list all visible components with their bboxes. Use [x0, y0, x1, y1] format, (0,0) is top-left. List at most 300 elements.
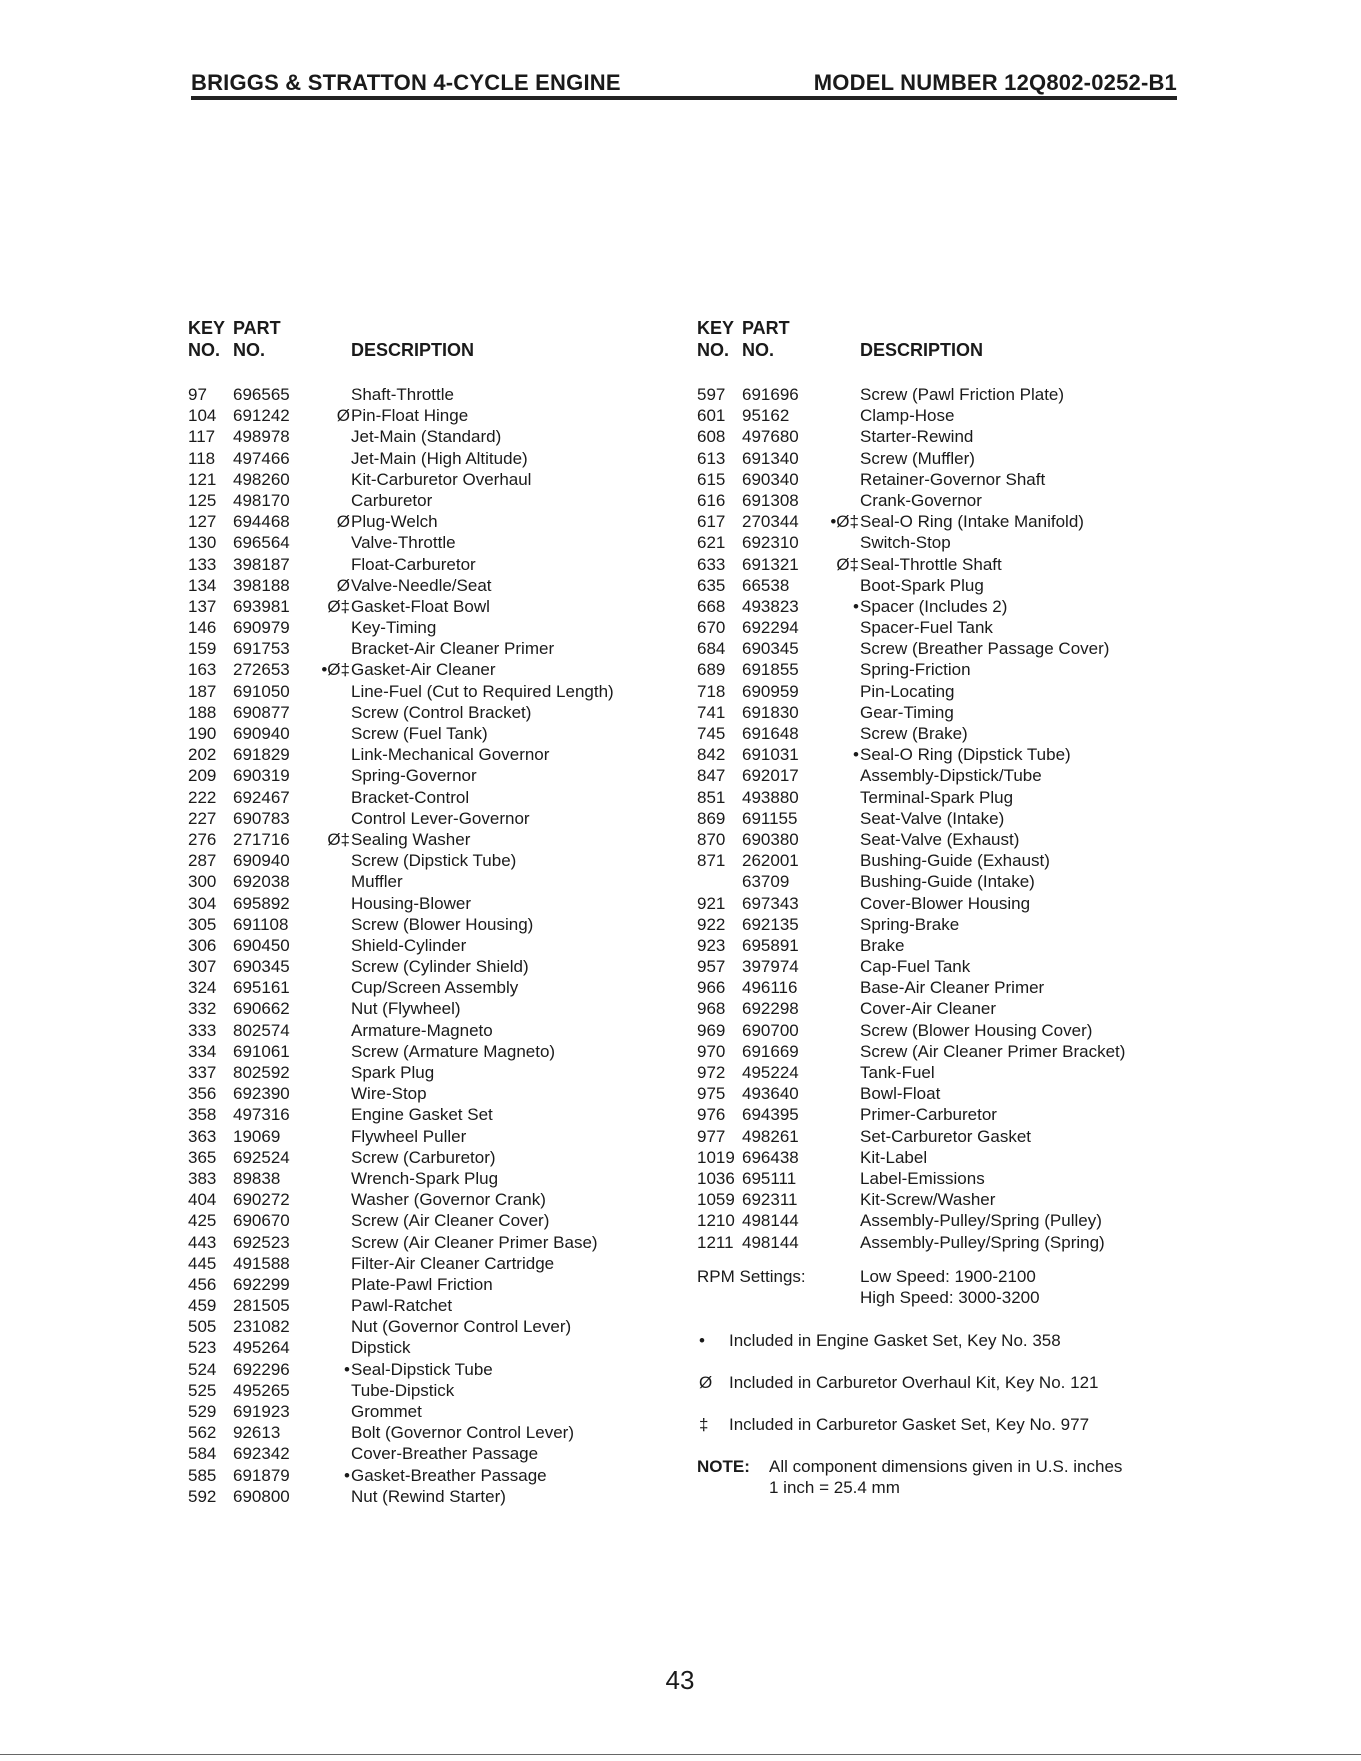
part-number: 690959: [742, 681, 799, 701]
footnote-symbol: ‡: [699, 1415, 709, 1434]
part-description: Wrench-Spark Plug: [351, 1168, 499, 1188]
part-key-number: 529: [188, 1402, 217, 1421]
part-description: Bushing-Guide (Exhaust): [860, 851, 1050, 871]
part-key-number: 975: [697, 1084, 726, 1104]
footnote-text: Included in Carburetor Overhaul Kit, Key No. 121: [729, 1373, 1099, 1392]
part-description: Armature-Magneto: [351, 1020, 493, 1040]
part-description: Kit-Label: [860, 1147, 928, 1167]
part-description: Screw (Pawl Friction Plate): [860, 385, 1065, 404]
part-description: Bracket-Control: [351, 787, 470, 807]
part-key-number: 668: [697, 596, 726, 616]
part-key-number: 923: [697, 935, 726, 955]
part-key-number: 968: [697, 999, 726, 1019]
parts-row: [188, 1274, 688, 1295]
part-number: 690272: [233, 1190, 290, 1210]
parts-row: [697, 935, 1197, 956]
part-marker: •: [344, 1359, 350, 1379]
part-description: Assembly-Pulley/Spring (Spring): [860, 1232, 1105, 1252]
parts-row: [697, 575, 1197, 596]
note-line-1: All component dimensions given in U.S. inches: [769, 1457, 1123, 1476]
part-description: Screw (Blower Housing): [351, 914, 534, 934]
part-description: Muffler: [351, 872, 403, 892]
parts-row: [188, 1465, 688, 1486]
parts-row: [188, 405, 688, 426]
part-number: 231082: [233, 1317, 290, 1337]
part-description: Screw (Carburetor): [351, 1147, 496, 1167]
part-number: 497680: [742, 427, 799, 447]
parts-row: [697, 1020, 1197, 1041]
part-marker: •Ø‡: [321, 660, 350, 680]
parts-row: [697, 638, 1197, 659]
part-number: 690345: [742, 639, 799, 659]
part-description: Spring-Brake: [860, 914, 960, 934]
part-number: 692296: [233, 1359, 290, 1379]
part-number: 696565: [233, 385, 290, 404]
part-number: 493823: [742, 596, 799, 616]
part-key-number: 633: [697, 554, 726, 574]
part-description: Nut (Rewind Starter): [351, 1486, 506, 1506]
part-key-number: 1210: [697, 1211, 735, 1231]
part-number: 19069: [233, 1126, 281, 1146]
footnote-text: Included in Carburetor Gasket Set, Key No. 977: [729, 1415, 1090, 1434]
part-key-number: 847: [697, 766, 726, 786]
part-description: Spark Plug: [351, 1063, 435, 1082]
parts-row: [188, 1020, 688, 1041]
footnote-text: Included in Engine Gasket Set, Key No. 358: [729, 1331, 1061, 1350]
part-description: Jet-Main (Standard): [351, 427, 502, 447]
note-label: NOTE:: [697, 1457, 750, 1476]
footnotes: [697, 1330, 1197, 1456]
part-description: Washer (Governor Crank): [351, 1190, 546, 1210]
part-description: Screw (Air Cleaner Primer Bracket): [860, 1041, 1126, 1061]
part-description: Jet-Main (High Altitude): [351, 448, 528, 468]
header-model-number: MODEL NUMBER 12Q802-0252-B1: [813, 70, 1177, 95]
part-key-number: 1211: [697, 1232, 734, 1252]
part-key-number: 562: [188, 1423, 217, 1443]
parts-row: [188, 850, 688, 871]
parts-row: [697, 1083, 1197, 1104]
part-key-number: 383: [188, 1168, 217, 1188]
part-number: 398187: [233, 554, 290, 574]
part-marker: Ø: [336, 512, 350, 532]
parts-row: [697, 1189, 1197, 1210]
parts-row: [697, 787, 1197, 808]
part-key-number: 443: [188, 1232, 217, 1252]
part-number: 693981: [233, 596, 290, 616]
parts-row: [697, 681, 1197, 702]
part-marker: •: [853, 596, 859, 616]
part-number: 690800: [233, 1486, 290, 1506]
part-key-number: 209: [188, 766, 217, 786]
parts-row: [697, 532, 1197, 553]
part-number: 695161: [233, 978, 290, 998]
part-number: 690940: [233, 851, 290, 871]
part-description: Screw (Brake): [860, 724, 968, 743]
part-number: 281505: [233, 1296, 290, 1316]
part-description: Spacer (Includes 2): [860, 596, 1008, 616]
part-key-number: 133: [188, 554, 217, 574]
part-number: 66538: [742, 575, 790, 595]
part-number: 691879: [233, 1465, 290, 1485]
part-key-number: 456: [188, 1274, 217, 1294]
parts-row: [188, 765, 688, 786]
footnote: [697, 1414, 1197, 1435]
parts-row: [188, 1210, 688, 1231]
parts-row: [188, 532, 688, 553]
parts-row: [188, 554, 688, 575]
footer-rule: [0, 1754, 1361, 1755]
part-key-number: 127: [188, 512, 217, 532]
part-key-number: 306: [188, 935, 217, 955]
part-description: Pin-Float Hinge: [351, 406, 469, 426]
part-number: 691308: [742, 490, 799, 510]
header-part: PART: [742, 318, 790, 338]
parts-row: [188, 829, 688, 850]
part-description: Crank-Governor: [860, 490, 982, 510]
part-description: Clamp-Hose: [860, 406, 955, 426]
footnote-symbol: •: [699, 1331, 705, 1350]
parts-row: [188, 511, 688, 532]
part-description: Dipstick: [351, 1338, 411, 1358]
part-description: Shaft-Throttle: [351, 385, 454, 404]
part-description: Cover-Air Cleaner: [860, 999, 997, 1019]
parts-row: [188, 723, 688, 744]
part-key-number: 617: [697, 512, 726, 532]
note-line-2: 1 inch = 25.4 mm: [769, 1478, 900, 1497]
part-description: Kit-Screw/Washer: [860, 1190, 996, 1210]
part-description: Cover-Blower Housing: [860, 893, 1031, 913]
parts-row: [188, 1253, 688, 1274]
parts-row: [188, 1189, 688, 1210]
parts-row: [188, 998, 688, 1019]
part-key-number: 190: [188, 724, 217, 743]
parts-row: [188, 702, 688, 723]
part-number: 262001: [742, 851, 799, 871]
part-description: Screw (Blower Housing Cover): [860, 1020, 1093, 1040]
part-number: 691242: [233, 406, 290, 426]
part-key-number: 324: [188, 978, 217, 998]
parts-row: [697, 1062, 1197, 1083]
part-description: Key-Timing: [351, 618, 437, 638]
parts-row: [697, 617, 1197, 638]
part-description: Bolt (Governor Control Lever): [351, 1423, 574, 1443]
part-number: 496116: [742, 978, 798, 998]
part-number: 692311: [742, 1190, 798, 1210]
parts-row: [188, 808, 688, 829]
parts-row: [188, 1295, 688, 1316]
header-part-no: NO.: [233, 340, 266, 360]
part-description: Cup/Screen Assembly: [351, 978, 519, 998]
part-key-number: 608: [697, 427, 726, 447]
part-number: 271716: [233, 829, 290, 849]
parts-row: [697, 1147, 1197, 1168]
parts-row: [697, 871, 1197, 892]
parts-column-right: [697, 318, 1197, 1253]
part-number: 498170: [233, 490, 290, 510]
part-number: 691321: [742, 554, 799, 574]
page-header: [191, 64, 1177, 100]
part-key-number: 601: [697, 406, 726, 426]
part-key-number: 957: [697, 957, 726, 977]
part-number: 692310: [742, 533, 799, 553]
parts-row: [188, 977, 688, 998]
part-description: Bracket-Air Cleaner Primer: [351, 639, 555, 659]
parts-row: [697, 893, 1197, 914]
parts-row: [697, 426, 1197, 447]
part-description: Screw (Fuel Tank): [351, 724, 488, 743]
parts-row: [188, 426, 688, 447]
part-description: Screw (Control Bracket): [351, 702, 532, 722]
header-key-no: NO.: [188, 340, 221, 360]
part-key-number: 356: [188, 1084, 217, 1104]
part-number: 690345: [233, 957, 290, 977]
part-number: 690940: [233, 724, 290, 743]
part-number: 498144: [742, 1232, 799, 1252]
part-key-number: 871: [697, 851, 726, 871]
part-description: Screw (Dipstick Tube): [351, 851, 517, 871]
parts-row: [697, 914, 1197, 935]
part-description: Flywheel Puller: [351, 1126, 467, 1146]
header-key: KEY: [697, 318, 735, 338]
part-number: 695892: [233, 893, 290, 913]
part-key-number: 304: [188, 893, 217, 913]
part-key-number: 523: [188, 1338, 217, 1358]
part-key-number: 621: [697, 533, 726, 553]
part-description: Boot-Spark Plug: [860, 575, 984, 595]
part-key-number: 121: [188, 469, 217, 489]
parts-row: [697, 723, 1197, 744]
part-description: Line-Fuel (Cut to Required Length): [351, 681, 614, 701]
parts-row: [697, 1126, 1197, 1147]
part-number: 690670: [233, 1211, 290, 1231]
part-number: 690662: [233, 999, 290, 1019]
part-number: 690979: [233, 618, 290, 638]
part-key-number: 851: [697, 787, 726, 807]
header-title: BRIGGS & STRATTON 4-CYCLE ENGINE: [191, 70, 621, 95]
part-key-number: 222: [188, 787, 217, 807]
part-description: Gasket-Air Cleaner: [351, 660, 496, 680]
part-number: 691669: [742, 1041, 799, 1061]
part-description: Valve-Needle/Seat: [351, 575, 492, 595]
part-number: 692524: [233, 1147, 290, 1167]
parts-row: [188, 1359, 688, 1380]
parts-row: [697, 596, 1197, 617]
part-number: 493640: [742, 1084, 799, 1104]
parts-row: [697, 490, 1197, 511]
parts-row: [188, 469, 688, 490]
header-key: KEY: [188, 318, 226, 338]
part-description: Screw (Air Cleaner Cover): [351, 1211, 550, 1231]
part-number: 802574: [233, 1020, 290, 1040]
part-key-number: 616: [697, 490, 726, 510]
parts-row: [697, 956, 1197, 977]
part-key-number: 332: [188, 999, 217, 1019]
part-description: Cover-Breather Passage: [351, 1444, 539, 1464]
part-key-number: 584: [188, 1444, 217, 1464]
part-number: 690340: [742, 469, 799, 489]
part-key-number: 404: [188, 1190, 217, 1210]
part-description: Plate-Pawl Friction: [351, 1274, 493, 1294]
parts-row: [697, 1168, 1197, 1189]
part-description: Control Lever-Governor: [351, 808, 530, 828]
part-key-number: 276: [188, 829, 217, 849]
part-number: 690450: [233, 935, 290, 955]
part-key-number: 334: [188, 1041, 217, 1061]
part-description: Seal-O Ring (Dipstick Tube): [860, 745, 1071, 765]
header-part-no: NO.: [742, 340, 775, 360]
part-number: 498260: [233, 469, 290, 489]
part-key-number: 745: [697, 724, 726, 743]
parts-row: [188, 1126, 688, 1147]
parts-row: [188, 787, 688, 808]
parts-list-left: [188, 384, 688, 1507]
parts-row: [188, 1104, 688, 1125]
parts-row: [697, 384, 1197, 405]
part-key-number: 670: [697, 618, 726, 638]
parts-row: [188, 1041, 688, 1062]
parts-row: [188, 659, 688, 680]
part-description: Gear-Timing: [860, 702, 954, 722]
parts-row: [188, 384, 688, 405]
part-description: Valve-Throttle: [351, 533, 456, 553]
parts-row: [697, 469, 1197, 490]
part-description: Brake: [860, 935, 905, 955]
part-key-number: 130: [188, 533, 217, 553]
part-key-number: 445: [188, 1253, 217, 1273]
parts-row: [188, 1486, 688, 1507]
part-number: 691061: [233, 1041, 290, 1061]
part-description: Spacer-Fuel Tank: [860, 618, 993, 638]
parts-row: [697, 511, 1197, 532]
part-number: 691340: [742, 448, 799, 468]
part-description: Seal-O Ring (Intake Manifold): [860, 512, 1084, 532]
part-description: Switch-Stop: [860, 533, 951, 553]
part-number: 89838: [233, 1168, 281, 1188]
part-description: Screw (Cylinder Shield): [351, 957, 529, 977]
part-key-number: 970: [697, 1041, 726, 1061]
part-number: 95162: [742, 406, 790, 426]
part-description: Primer-Carburetor: [860, 1105, 997, 1125]
part-marker: •: [853, 745, 859, 765]
part-key-number: 615: [697, 469, 726, 489]
part-marker: Ø‡: [836, 554, 859, 574]
part-number: 697343: [742, 893, 799, 913]
part-key-number: 966: [697, 978, 726, 998]
part-key-number: 969: [697, 1020, 726, 1040]
part-key-number: 505: [188, 1317, 217, 1337]
parts-row: [697, 850, 1197, 871]
part-key-number: 977: [697, 1126, 726, 1146]
part-number: 497316: [233, 1105, 290, 1125]
rpm-low-speed: Low Speed: 1900-2100: [860, 1267, 1036, 1286]
parts-row: [188, 1232, 688, 1253]
rpm-settings: [697, 1266, 1197, 1310]
part-key-number: 188: [188, 702, 217, 722]
parts-row: [697, 808, 1197, 829]
parts-row: [188, 893, 688, 914]
part-key-number: 597: [697, 385, 726, 404]
part-number: 691830: [742, 702, 799, 722]
part-key-number: 159: [188, 639, 217, 659]
part-key-number: 870: [697, 829, 726, 849]
parts-row: [697, 405, 1197, 426]
part-key-number: 363: [188, 1126, 217, 1146]
parts-row: [188, 1147, 688, 1168]
part-number: 690877: [233, 702, 290, 722]
part-description: Starter-Rewind: [860, 427, 974, 447]
parts-row: [188, 935, 688, 956]
part-number: 690319: [233, 766, 290, 786]
part-description: Assembly-Pulley/Spring (Pulley): [860, 1211, 1102, 1231]
parts-row: [697, 1210, 1197, 1231]
header-key-no: NO.: [697, 340, 730, 360]
part-number: 270344: [742, 512, 799, 532]
rpm-label: RPM Settings:: [697, 1267, 806, 1286]
footnote: [697, 1330, 1197, 1351]
part-description: Cap-Fuel Tank: [860, 957, 971, 977]
part-marker: Ø‡: [327, 596, 350, 616]
part-number: 692390: [233, 1084, 290, 1104]
part-number: 695891: [742, 935, 799, 955]
part-description: Link-Mechanical Governor: [351, 745, 550, 765]
part-description: Spring-Governor: [351, 766, 477, 786]
parts-row: [188, 596, 688, 617]
part-key-number: 585: [188, 1465, 217, 1485]
part-key-number: 187: [188, 681, 217, 701]
part-description: Set-Carburetor Gasket: [860, 1126, 1032, 1146]
parts-row: [188, 638, 688, 659]
header-rule: [191, 96, 1177, 100]
column-header: [188, 318, 688, 384]
footnote-symbol: Ø: [699, 1373, 713, 1392]
part-description: Shield-Cylinder: [351, 935, 467, 955]
parts-row: [188, 1062, 688, 1083]
part-key-number: 1059: [697, 1190, 735, 1210]
parts-row: [188, 575, 688, 596]
part-description: Tube-Dipstick: [351, 1380, 455, 1400]
part-description: Label-Emissions: [860, 1168, 985, 1188]
parts-row: [188, 744, 688, 765]
part-number: 692135: [742, 914, 799, 934]
part-key-number: 689: [697, 660, 726, 680]
part-description: Nut (Flywheel): [351, 999, 461, 1019]
part-description: Seal-Throttle Shaft: [860, 554, 1002, 574]
part-number: 690380: [742, 829, 799, 849]
part-key-number: 459: [188, 1296, 217, 1316]
part-marker: Ø: [336, 575, 350, 595]
parts-row: [697, 554, 1197, 575]
part-number: 692298: [742, 999, 799, 1019]
part-number: 495265: [233, 1380, 290, 1400]
part-description: Seat-Valve (Intake): [860, 808, 1005, 828]
part-number: 397974: [742, 957, 799, 977]
parts-row: [697, 659, 1197, 680]
part-number: 691031: [742, 745, 799, 765]
part-number: 691923: [233, 1402, 290, 1421]
part-key-number: 635: [697, 575, 726, 595]
parts-row: [697, 998, 1197, 1019]
part-key-number: 307: [188, 957, 217, 977]
part-description: Seal-Dipstick Tube: [351, 1359, 493, 1379]
part-key-number: 125: [188, 490, 217, 510]
part-number: 493880: [742, 787, 799, 807]
part-key-number: 425: [188, 1211, 217, 1231]
part-key-number: 305: [188, 914, 217, 934]
part-number: 272653: [233, 660, 290, 680]
part-description: Screw (Muffler): [860, 448, 975, 468]
part-description: Gasket-Breather Passage: [351, 1465, 547, 1485]
part-description: Pin-Locating: [860, 681, 955, 701]
